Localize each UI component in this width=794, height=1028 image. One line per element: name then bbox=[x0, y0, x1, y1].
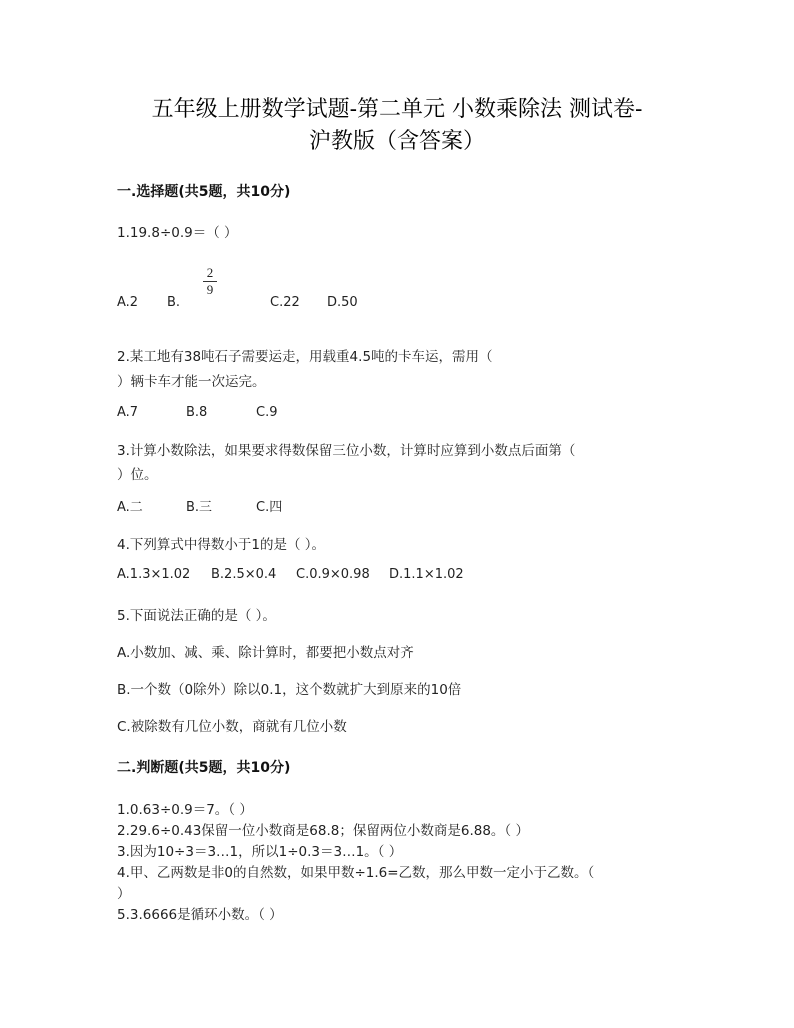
section-heading-choice: 一.选择题(共5题，共10分) bbox=[117, 184, 291, 200]
q3-option-b: B.三 bbox=[186, 500, 213, 515]
q1-option-a: A.2 bbox=[117, 295, 139, 310]
question-3-line-1: 3.计算小数除法，如果要求得数保留三位小数，计算时应算到小数点后面第（ bbox=[117, 443, 576, 459]
q5-option-b: B.一个数（0除外）除以0.1，这个数就扩大到原来的10倍 bbox=[117, 682, 462, 698]
question-4: 4.下列算式中得数小于1的是（ ）。 bbox=[117, 537, 326, 553]
q5-option-a: A.小数加、减、乘、除计算时，都要把小数点对齐 bbox=[117, 645, 414, 661]
judge-item-2: 2.29.6÷0.43保留一位小数商是68.8；保留两位小数商是6.88。（ ） bbox=[117, 823, 529, 839]
question-5: 5.下面说法正确的是（ ）。 bbox=[117, 608, 276, 624]
q2-option-c: C.9 bbox=[256, 405, 278, 420]
q1-option-c: C.22 bbox=[270, 295, 300, 310]
fraction-numerator: 2 bbox=[206, 265, 214, 280]
judge-item-3: 3.因为10÷3＝3…1，所以1÷0.3＝3…1。（ ） bbox=[117, 844, 403, 860]
q1-option-b: B. bbox=[167, 295, 181, 310]
question-3-line-2: ）位。 bbox=[117, 467, 158, 483]
question-2-line-2: ）辆卡车才能一次运完。 bbox=[117, 374, 266, 390]
q4-option-d: D.1.1×1.02 bbox=[389, 567, 464, 582]
q3-option-c: C.四 bbox=[256, 500, 283, 515]
q4-option-b: B.2.5×0.4 bbox=[211, 567, 277, 582]
q3-option-a: A.二 bbox=[117, 500, 143, 515]
fraction-two-ninths bbox=[203, 266, 217, 297]
fraction-denominator: 9 bbox=[206, 282, 214, 297]
q2-option-a: A.7 bbox=[117, 405, 139, 420]
q2-option-b: B.8 bbox=[186, 405, 208, 420]
question-2-line-1: 2.某工地有38吨石子需要运走，用载重4.5吨的卡车运，需用（ bbox=[117, 349, 493, 365]
question-1: 1.19.8÷0.9＝（ ） bbox=[117, 225, 238, 241]
document-title-line-2: 沪教版（含答案） bbox=[308, 129, 485, 154]
q4-option-c: C.0.9×0.98 bbox=[296, 567, 370, 582]
q5-option-c: C.被除数有几位小数，商就有几位小数 bbox=[117, 719, 347, 735]
judge-item-5: 5.3.6666是循环小数。（ ） bbox=[117, 907, 283, 923]
section-heading-true-false: 二.判断题(共5题，共10分) bbox=[117, 760, 291, 776]
document-title-line-1: 五年级上册数学试题-第二单元 小数乘除法 测试卷- bbox=[151, 97, 643, 122]
q1-option-d: D.50 bbox=[327, 295, 358, 310]
judge-item-1: 1.0.63÷0.9＝7。（ ） bbox=[117, 802, 253, 818]
judge-item-4-continued: ） bbox=[117, 886, 131, 902]
judge-item-4: 4.甲、乙两数是非0的自然数，如果甲数÷1.6=乙数，那么甲数一定小于乙数。（ bbox=[117, 865, 595, 881]
q4-option-a: A.1.3×1.02 bbox=[117, 567, 191, 582]
